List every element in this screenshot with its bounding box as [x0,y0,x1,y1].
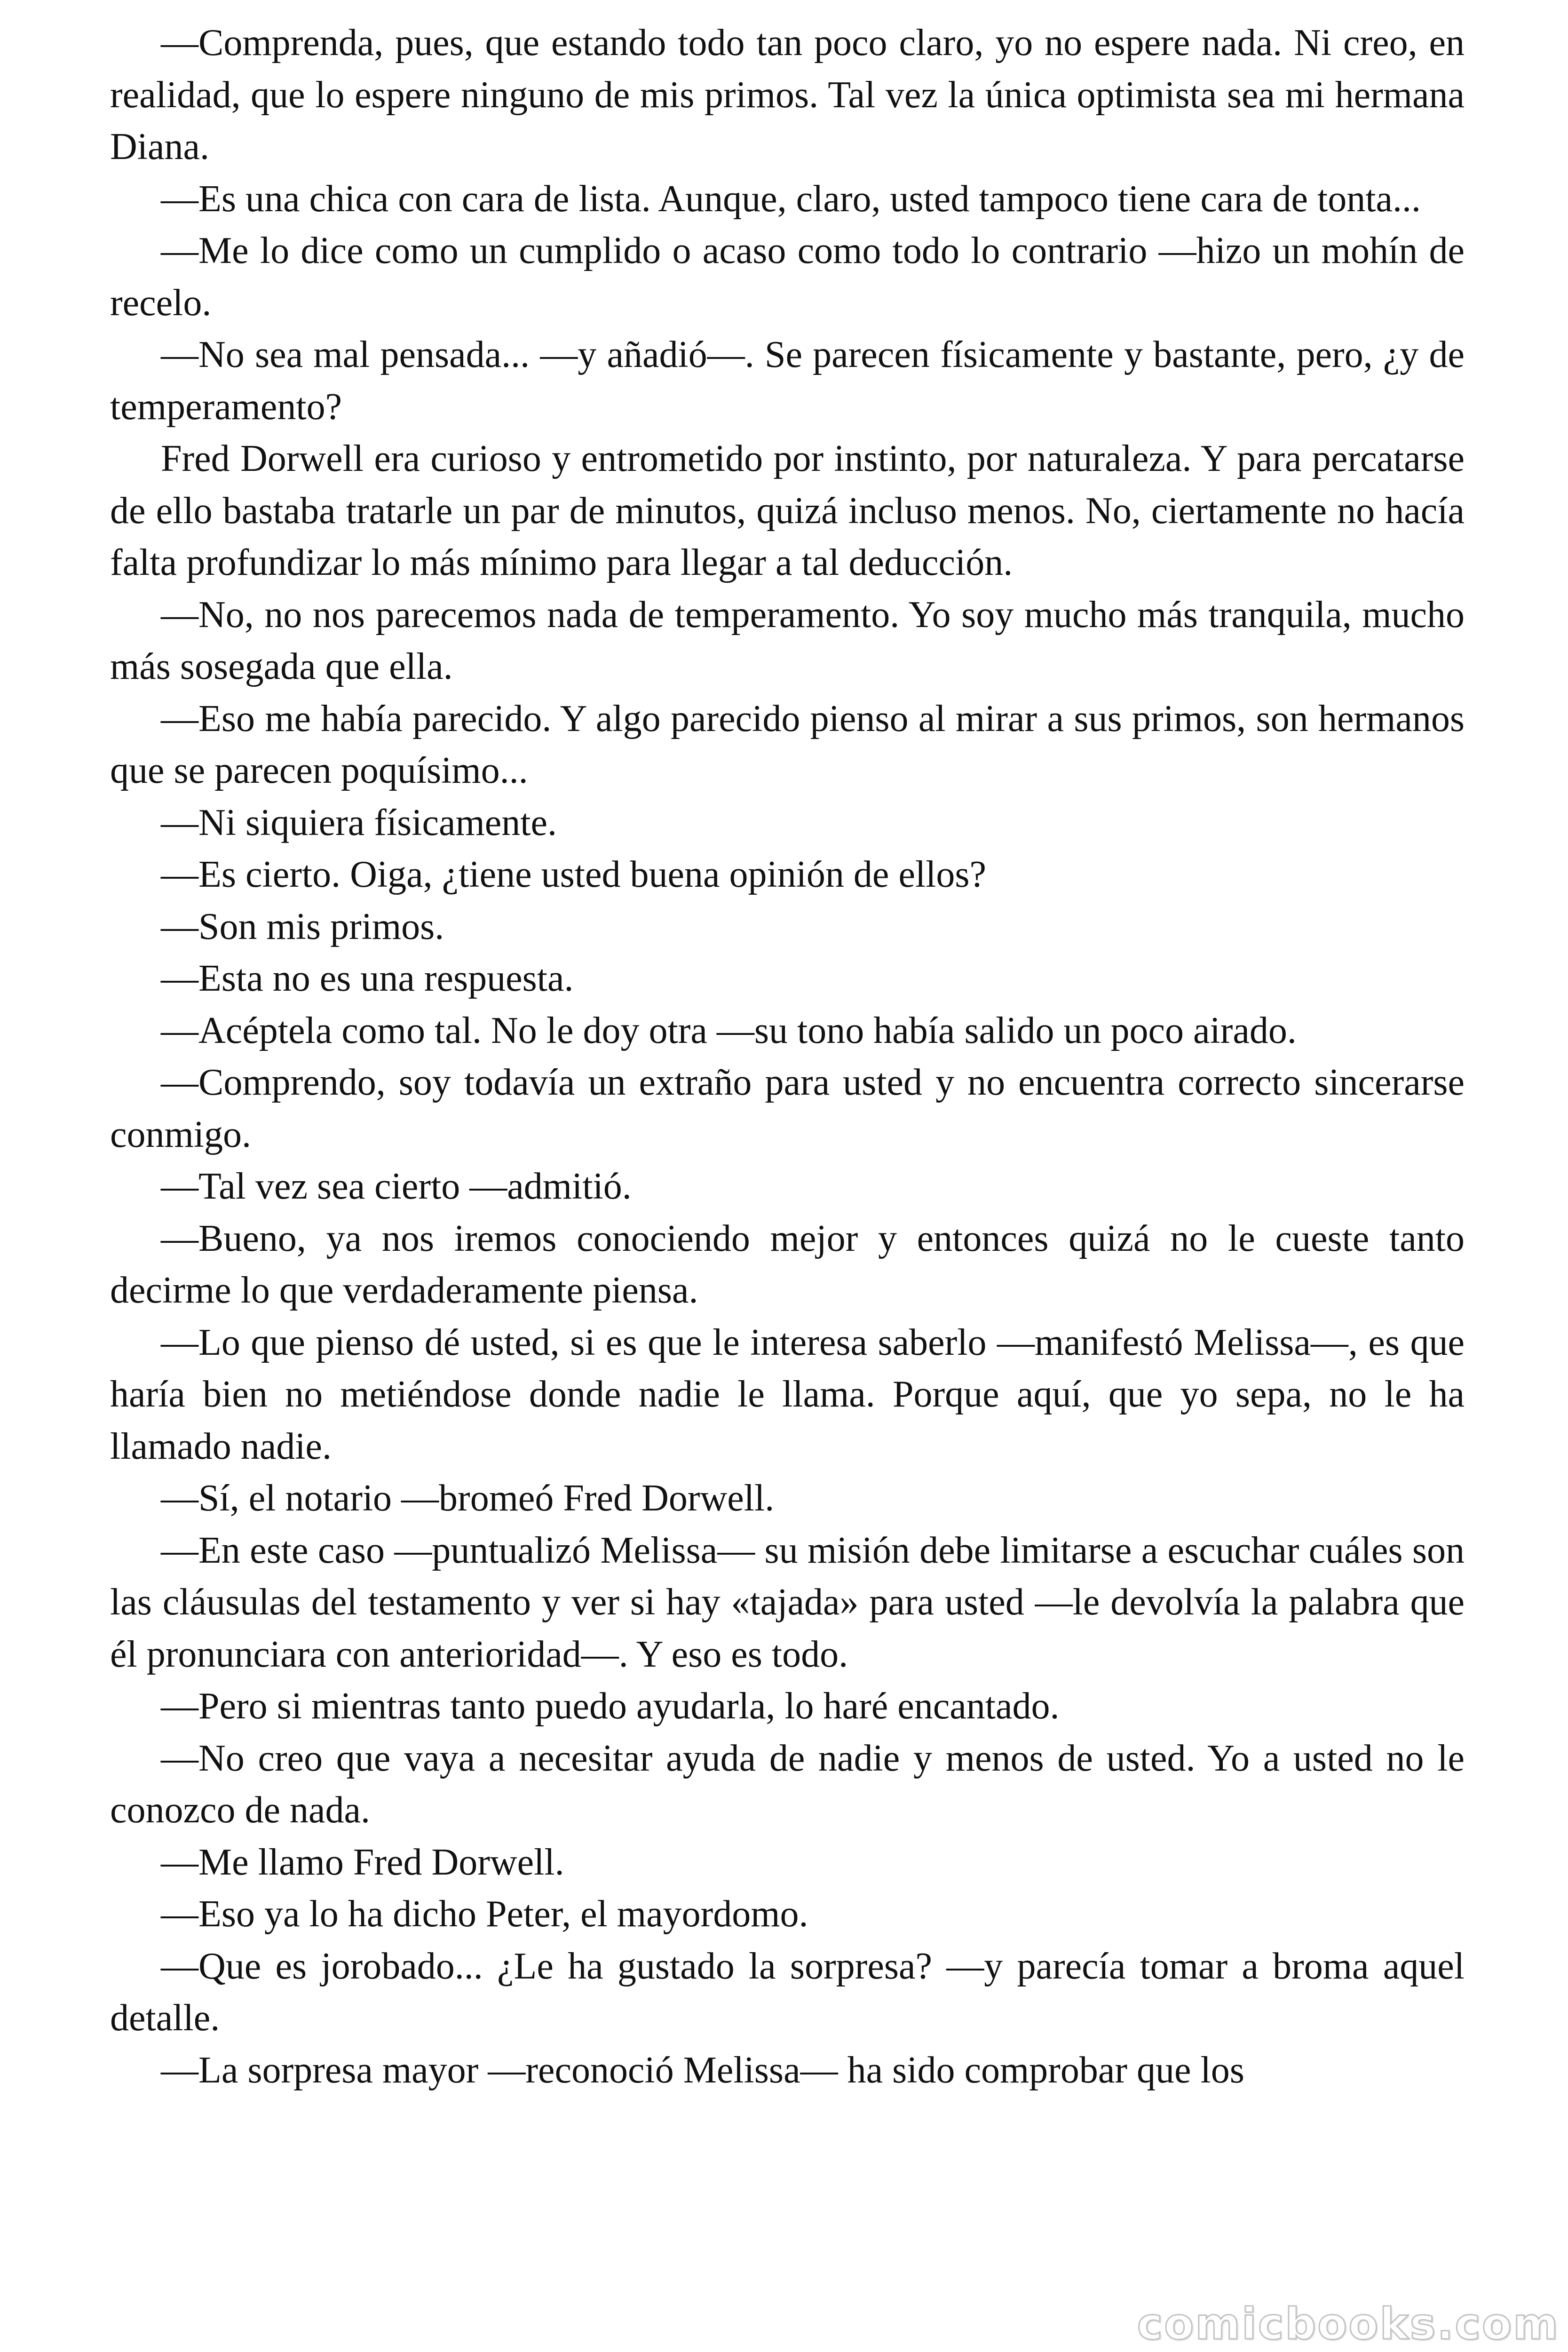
paragraph: —Que es jorobado... ¿Le ha gustado la sorpresa? —y parecía tomar a broma aquel detalle. [110,1945,1465,2039]
paragraph: —Me llamo Fred Dorwell. [161,1841,564,1883]
book-page [110,17,1465,2096]
paragraph: —Comprendo, soy todavía un extraño para usted y no encuentra correcto sincerarse conmigo. [110,1062,1465,1155]
paragraph: —Me lo dice como un cumplido o acaso como todo lo contrario —hizo un mohín de recelo. [110,230,1465,324]
paragraph: —Sí, el notario —bromeó Fred Dorwell. [161,1478,775,1519]
paragraph: —Son mis primos. [161,906,444,947]
watermark-logo: comicbooks.com [1137,2299,1560,2349]
paragraph: —Lo que pienso dé usted, si es que le interesa saberlo —manifestó Melissa—, es que haría bien no metiéndose donde nadie le llama. Porque aquí, que yo sepa, no le ha llamado nadie. [110,1321,1465,1467]
paragraph: —Es cierto. Oiga, ¿tiene usted buena opinión de ellos? [161,854,987,895]
paragraph: —Tal vez sea cierto —admitió. [161,1166,632,1207]
paragraph: —Es una chica con cara de lista. Aunque, claro, usted tampoco tiene cara de tonta... [161,178,1421,220]
paragraph: —No creo que vaya a necesitar ayuda de nadie y menos de usted. Yo a usted no le conozco de nada. [110,1737,1465,1831]
paragraph: —Ni siquiera físicamente. [161,802,557,843]
paragraph: —En este caso —puntualizó Melissa— su misión debe limitarse a escuchar cuáles son las cláusulas del testamento y ver si hay «tajada» para usted —le devolvía la palabra que él pronunciara con anterioridad—. Y eso es todo. [110,1529,1465,1675]
paragraph: —Eso ya lo ha dicho Peter, el mayordomo. [161,1893,808,1935]
paragraph: —La sorpresa mayor —reconoció Melissa— ha sido comprobar que los [161,2049,1244,2091]
paragraph: —Bueno, ya nos iremos conociendo mejor y entonces quizá no le cueste tanto decirme lo que verdaderamente piensa. [110,1217,1465,1311]
paragraph: —Eso me había parecido. Y algo parecido pienso al mirar a sus primos, son hermanos que se parecen poquísimo... [110,698,1465,791]
paragraph: —No sea mal pensada... —y añadió—. Se parecen físicamente y bastante, pero, ¿y de temperamento? [110,334,1465,428]
paragraph: —Pero si mientras tanto puedo ayudarla, lo haré encantado. [161,1685,1060,1727]
paragraph: —Esta no es una respuesta. [161,958,574,999]
paragraph: —Comprenda, pues, que estando todo tan poco claro, yo no espere nada. Ni creo, en realidad, que lo espere ninguno de mis primos. Tal vez la única optimista sea mi hermana Diana. [110,22,1465,167]
paragraph: Fred Dorwell era curioso y entrometido por instinto, por naturaleza. Y para percatarse de ello bastaba tratarle un par de minutos, quizá incluso menos. No, ciertamente no hacía falta profundizar lo más mínimo para llegar a tal deducción. [110,438,1465,583]
paragraph: —No, no nos parecemos nada de temperamento. Yo soy mucho más tranquila, mucho más sosegada que ella. [110,594,1465,687]
paragraph: —Acéptela como tal. No le doy otra —su tono había salido un poco airado. [161,1009,1297,1051]
